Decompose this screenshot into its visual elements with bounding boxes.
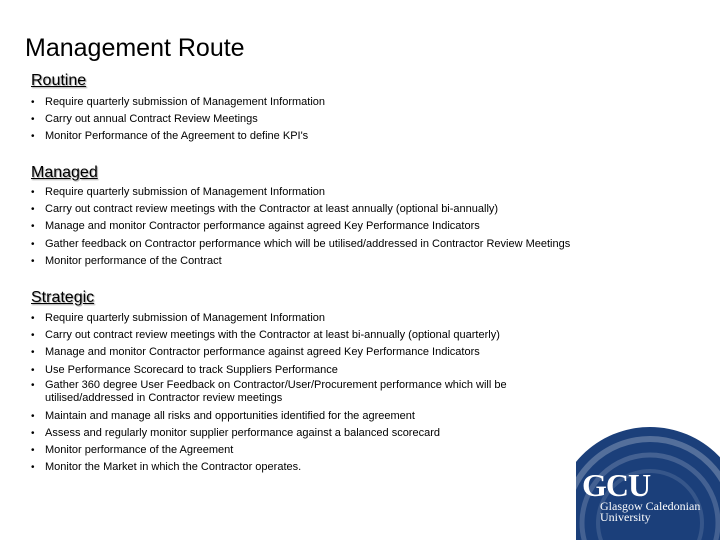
section-heading-strategic: Strategic — [31, 289, 95, 306]
routine-list — [31, 94, 651, 146]
section-heading-managed: Managed — [31, 164, 98, 181]
list-item: • Gather 360 degree User Feedback on Contractor/User/Procurement performance which will be utilised/addressed in Contractor review meetings — [31, 379, 525, 408]
list-item: • Monitor performance of the Contract — [31, 253, 651, 270]
logo-name-line1: Glasgow Caledonian — [600, 499, 701, 513]
list-item: • Carry out contract review meetings with the Contractor at least annually (optional bi-annually) — [31, 201, 651, 218]
list-item: • Carry out annual Contract Review Meetings — [31, 111, 651, 128]
list-item: • Require quarterly submission of Management Information — [31, 310, 651, 327]
list-item: • Require quarterly submission of Management Information — [31, 184, 651, 201]
page-title: Management Route — [25, 34, 245, 62]
list-item: • Monitor performance of the Agreement — [31, 442, 651, 459]
list-item: • Monitor Performance of the Agreement to define KPI's — [31, 128, 651, 145]
managed-list — [31, 184, 651, 270]
list-item: • Maintain and manage all risks and opportunities identified for the agreement — [31, 408, 651, 425]
list-item: • Manage and monitor Contractor performance against agreed Key Performance Indicators — [31, 218, 651, 235]
list-item: • Carry out contract review meetings with the Contractor at least bi-annually (optional quarterly) — [31, 327, 651, 344]
list-item: • Gather feedback on Contractor performance which will be utilised/addressed in Contractor Review Meetings — [31, 236, 651, 253]
strategic-list — [31, 310, 651, 477]
section-heading-routine: Routine — [31, 72, 87, 89]
logo-university-name — [600, 501, 720, 523]
list-item: • Monitor the Market in which the Contractor operates. — [31, 459, 651, 476]
list-item: • Use Performance Scorecard to track Suppliers Performance — [31, 362, 651, 379]
logo-name-line2: University — [600, 510, 651, 524]
list-item: • Manage and monitor Contractor performance against agreed Key Performance Indicators — [31, 344, 651, 361]
list-item: • Require quarterly submission of Management Information — [31, 94, 651, 111]
gcu-logo — [576, 425, 720, 540]
logo-wordmark: GCU — [582, 467, 651, 503]
list-item: • Assess and regularly monitor supplier performance against a balanced scorecard — [31, 425, 651, 442]
